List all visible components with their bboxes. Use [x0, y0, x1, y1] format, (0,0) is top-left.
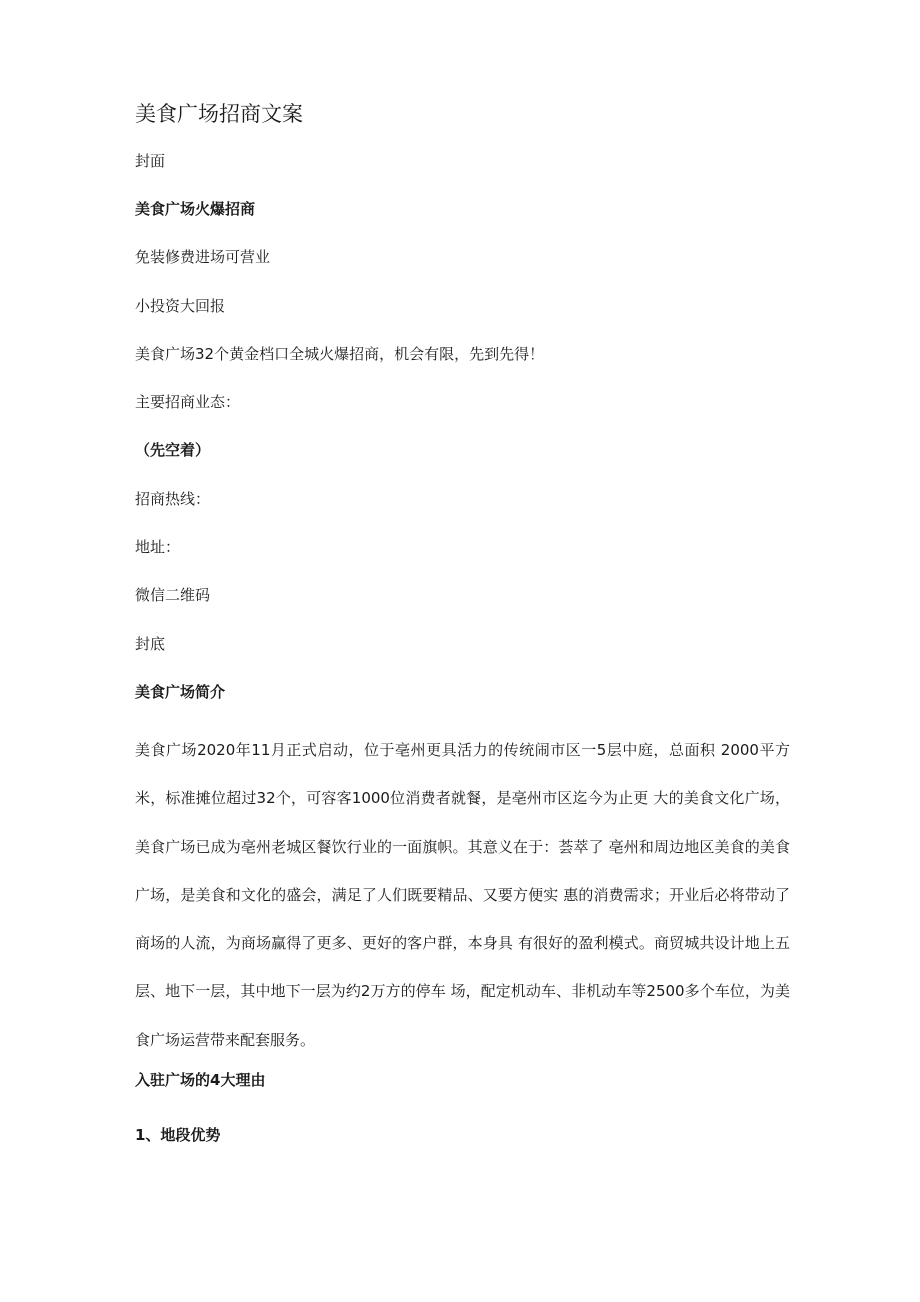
reason-location-advantage: 1、地段优势 — [135, 1126, 221, 1144]
announcement: 美食广场32个黄金档口全城火爆招商，机会有限，先到先得！ — [135, 345, 545, 363]
hotline-label: 招商热线： — [135, 490, 211, 508]
tagline-free-decoration: 免装修费进场可营业 — [135, 248, 271, 266]
cover-label: 封面 — [135, 152, 166, 170]
intro-heading: 美食广场简介 — [135, 683, 226, 701]
address-label: 地址： — [135, 538, 181, 556]
business-types-label: 主要招商业态： — [135, 393, 241, 411]
tagline-small-investment: 小投资大回报 — [135, 297, 226, 315]
reasons-heading: 入驻广场的4大理由 — [135, 1071, 266, 1089]
intro-paragraph: 美食广场2020年11月正式启动，位于亳州更具活力的传统闹市区一5层中庭，总面积 2000平方米，标准摊位超过32个，可容客1000位消费者就餐，是亳州市区迄今为止更 大的美食文化广场，美食广场已成为亳州老城区餐饮行业的一面旗帜。其意义在于：荟萃了 亳州和周边地区美食的美食广场，是美食和文化的盛会，满足了人们既要精品、又要方便实 惠的消费需求；开业后必将带动了商场的人流，为商场赢得了更多、更好的客户群，本身具 有很好的盈利模式。商贸城共设计地上五层、地下一层，其中地下一层为约2万方的停车 场，配定机动车、非机动车等2500多个车位，为美食广场运营带来配套服务。 — [135, 741, 790, 1049]
placeholder-note: （先空着） — [135, 441, 211, 459]
back-cover-label: 封底 — [135, 635, 166, 653]
headline: 美食广场火爆招商 — [135, 200, 256, 218]
wechat-qr-label: 微信二维码 — [135, 586, 211, 604]
document-title: 美食广场招商文案 — [135, 102, 303, 126]
